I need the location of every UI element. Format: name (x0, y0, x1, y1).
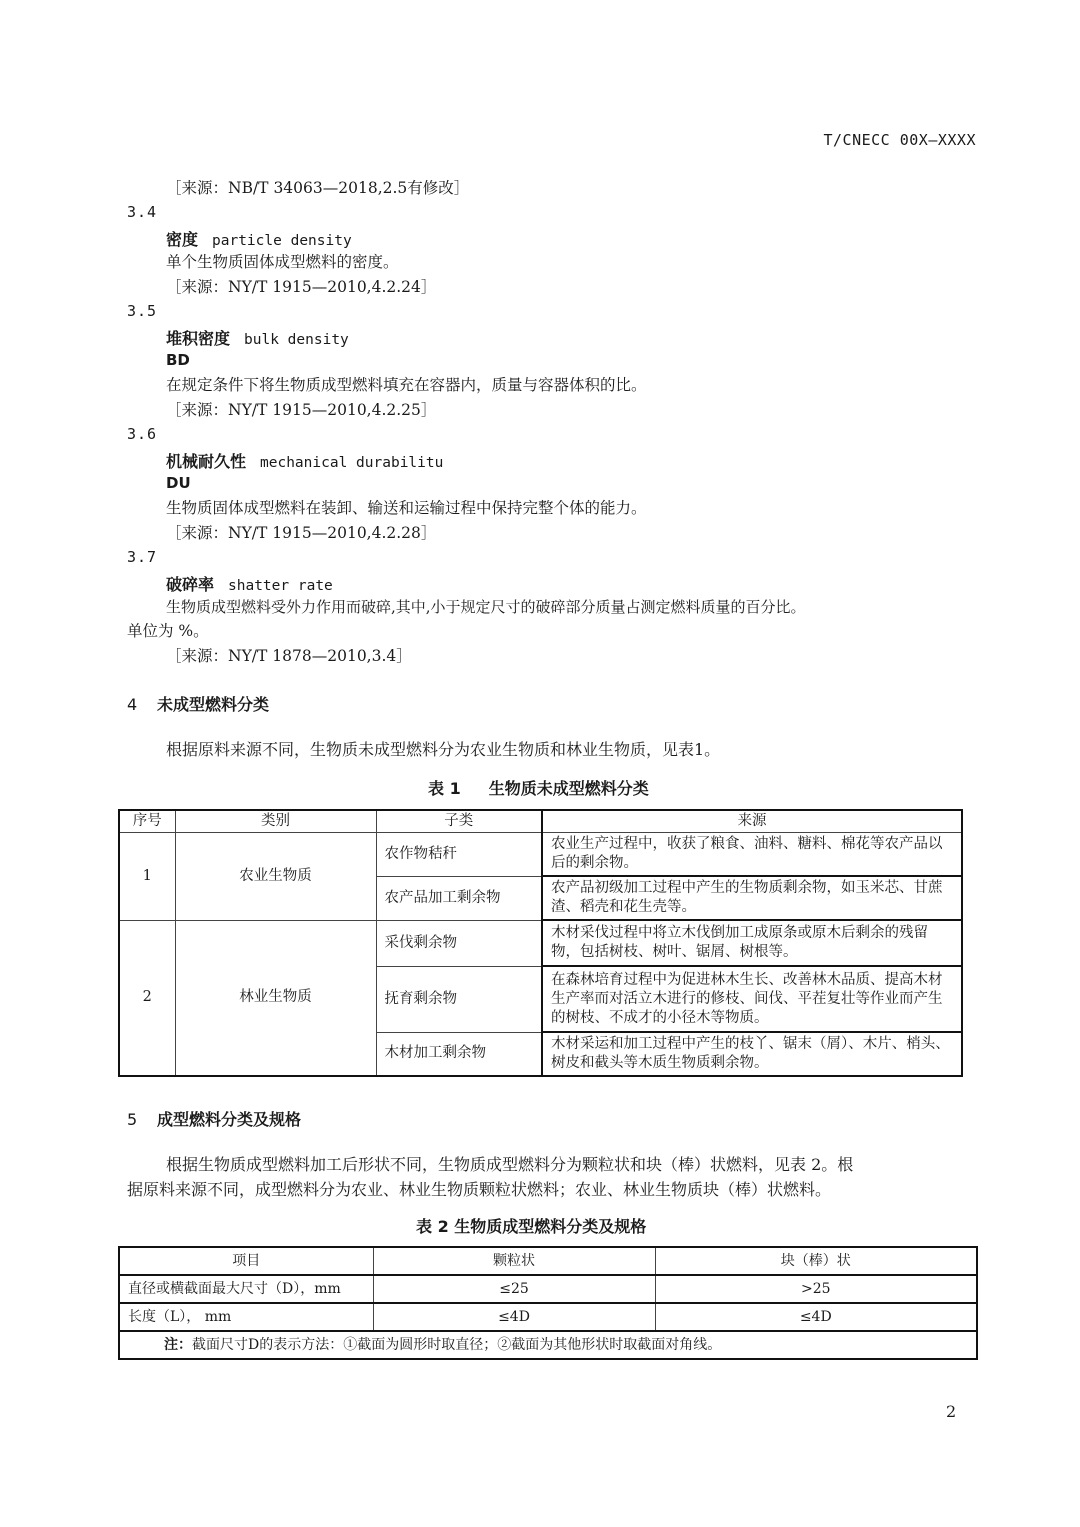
section-number: 5 (127, 1110, 138, 1129)
term-definition: 单个生物质固体成型燃料的密度。 (166, 253, 399, 271)
fuel-specification-table (118, 1246, 978, 1360)
term-title (166, 227, 352, 250)
note-text: 截面尺寸D的表示方法：①截面为圆形时取直径；②截面为其他形状时取截面对角线。 (192, 1336, 722, 1353)
index-cell: 1 (119, 832, 175, 920)
source-citation: ［来源：NB/T 34063—2018,2.5有修改］ (166, 179, 470, 197)
source-cell: 农产品初级加工过程中产生的生物质剩余物，如玉米芯、甘蔗渣、稻壳和花生壳等。 (542, 876, 962, 920)
section-heading (127, 1107, 301, 1130)
term-en: shatter rate (228, 578, 333, 594)
table-note (119, 1331, 977, 1359)
term-title (166, 449, 443, 472)
item-cell: 直径或横截面最大尺寸（D），mm (119, 1275, 373, 1303)
table-row (119, 920, 962, 966)
source-citation: ［来源：NY/T 1915—2010,4.2.24］ (166, 278, 437, 296)
section-paragraph: 根据生物质成型燃料加工后形状不同，生物质成型燃料分为颗粒状和块（棒）状燃料，见表 2。根 (166, 1155, 854, 1174)
table-caption (428, 776, 649, 799)
table-note-row (119, 1331, 977, 1359)
value-cell: ≤4D (655, 1303, 977, 1331)
term-en: bulk density (244, 332, 349, 348)
category-cell: 林业生物质 (175, 920, 376, 1076)
table-caption-title: 生物质未成型燃料分类 (488, 779, 649, 798)
header-cell: 序号 (119, 810, 175, 832)
term-title (166, 326, 349, 349)
section-title: 未成型燃料分类 (157, 695, 270, 714)
table-header-row (119, 1247, 977, 1275)
subcategory-cell: 木材加工剩余物 (376, 1032, 542, 1076)
term-definition: 生物质成型燃料受外力作用而破碎,其中,小于规定尺寸的破碎部分质量占测定燃料质量的百分比。 (166, 598, 806, 616)
term-title (166, 572, 333, 595)
term-number: 3.6 (127, 425, 158, 443)
term-number: 3.5 (127, 302, 158, 320)
subcategory-cell: 抚育剩余物 (376, 966, 542, 1032)
source-cell: 农业生产过程中，收获了粮食、油料、糖料、棉花等农产品以后的剩余物。 (542, 832, 962, 876)
section-paragraph: 根据原料来源不同，生物质未成型燃料分为农业生物质和林业生物质，见表1。 (166, 740, 721, 759)
standard-code: T/CNECC 00X—XXXX (823, 131, 976, 149)
page-number: 2 (946, 1402, 957, 1421)
source-citation: ［来源：NY/T 1915—2010,4.2.28］ (166, 524, 437, 542)
header-cell: 来源 (542, 810, 962, 832)
section-paragraph-continued: 据原料来源不同，成型燃料分为农业、林业生物质颗粒状燃料；农业、林业生物质块（棒）状燃料。 (127, 1180, 832, 1199)
fuel-classification-table (118, 809, 963, 1077)
term-definition: 在规定条件下将生物质成型燃料填充在容器内，质量与容器体积的比。 (166, 376, 647, 394)
table-caption-label: 表 1 (428, 779, 461, 798)
term-definition-continued: 单位为 %。 (127, 622, 209, 640)
subcategory-cell: 采伐剩余物 (376, 920, 542, 966)
term-en: mechanical durabilitu (260, 455, 444, 471)
section-number: 4 (127, 695, 138, 714)
subcategory-cell: 农作物秸秆 (376, 832, 542, 876)
note-label: 注： (164, 1336, 192, 1353)
header-cell: 子类 (376, 810, 542, 832)
value-cell: ≤4D (373, 1303, 655, 1331)
source-citation: ［来源：NY/T 1915—2010,4.2.25］ (166, 401, 437, 419)
source-cell: 在森林培育过程中为促进林木生长、改善林木品质、提高木材生产率而对活立木进行的修枝、间伐、平茬复壮等作业而产生的树枝、不成才的小径木等物质。 (542, 966, 962, 1032)
term-abbreviation: BD (166, 351, 190, 369)
term-zh: 破碎率 (166, 575, 215, 594)
source-cell: 木材采伐过程中将立木伐倒加工成原条或原木后剩余的残留物，包括树枝、树叶、锯屑、树根等。 (542, 920, 962, 966)
value-cell: >25 (655, 1275, 977, 1303)
section-heading (127, 692, 269, 715)
value-cell: ≤25 (373, 1275, 655, 1303)
header-cell: 颗粒状 (373, 1247, 655, 1275)
index-cell: 2 (119, 920, 175, 1076)
source-citation: ［来源：NY/T 1878—2010,3.4］ (166, 647, 412, 665)
term-zh: 密度 (166, 230, 199, 249)
term-abbreviation: DU (166, 474, 191, 492)
table-header-row (119, 810, 962, 832)
table-row (119, 1275, 977, 1303)
item-cell: 长度（L）， mm (119, 1303, 373, 1331)
header-cell: 项目 (119, 1247, 373, 1275)
term-number: 3.7 (127, 548, 158, 566)
term-zh: 机械耐久性 (166, 452, 247, 471)
section-title: 成型燃料分类及规格 (157, 1110, 302, 1129)
subcategory-cell: 农产品加工剩余物 (376, 876, 542, 920)
term-number: 3.4 (127, 203, 158, 221)
table-row (119, 832, 962, 876)
table-caption: 表 2 生物质成型燃料分类及规格 (416, 1217, 647, 1236)
header-cell: 块（棒）状 (655, 1247, 977, 1275)
source-cell: 木材采运和加工过程中产生的枝丫、锯末（屑）、木片、梢头、树皮和截头等木质生物质剩余物。 (542, 1032, 962, 1076)
term-zh: 堆积密度 (166, 329, 231, 348)
term-definition: 生物质固体成型燃料在装卸、输送和运输过程中保持完整个体的能力。 (166, 499, 647, 517)
table-row (119, 1303, 977, 1331)
category-cell: 农业生物质 (175, 832, 376, 920)
header-cell: 类别 (175, 810, 376, 832)
term-en: particle density (212, 233, 352, 249)
